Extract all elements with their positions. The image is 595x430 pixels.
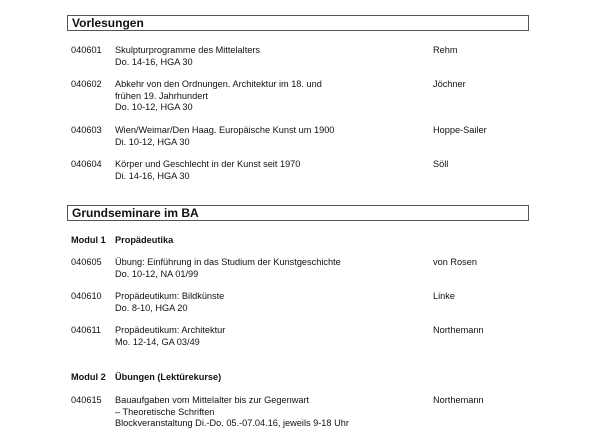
- course-title: Wien/Weimar/Den Haag. Europäische Kunst um 1900: [115, 125, 335, 135]
- course-code: 040601: [71, 45, 102, 55]
- course-code: 040602: [71, 79, 102, 89]
- section-heading-grundseminare: Grundseminare im BA: [67, 205, 529, 221]
- module-label: Modul 2: [71, 372, 106, 382]
- course-title: Bauaufgaben vom Mittelalter bis zur Gegenwart: [115, 395, 310, 405]
- course-title: Abkehr von den Ordnungen. Architektur im 18. und: [115, 79, 322, 89]
- course-schedule: Do. 10-12, NA 01/99: [115, 268, 199, 279]
- course-title: Übung: Einführung in das Studium der Kunstgeschichte: [115, 257, 341, 267]
- course-lecturer: von Rosen: [433, 257, 477, 267]
- course-lecturer: Rehm: [433, 45, 458, 55]
- module-label: Modul 1: [71, 235, 106, 245]
- course-schedule: Do. 8-10, HGA 20: [115, 302, 188, 313]
- course-schedule: Mo. 12-14, GA 03/49: [115, 336, 200, 347]
- course-lecturer: Jöchner: [433, 79, 466, 89]
- module-title: Übungen (Lektürekurse): [115, 372, 222, 382]
- course-schedule: Do. 14-16, HGA 30: [115, 56, 193, 67]
- course-code: 040615: [71, 395, 102, 405]
- course-schedule: Di. 10-12, HGA 30: [115, 136, 190, 147]
- course-lecturer: Northemann: [433, 325, 484, 335]
- course-title-line2: frühen 19. Jahrhundert: [115, 90, 208, 101]
- section-heading-vorlesungen: Vorlesungen: [67, 15, 529, 31]
- course-schedule: Do. 10-12, HGA 30: [115, 102, 193, 112]
- course-title: Körper und Geschlecht in der Kunst seit 1970: [115, 159, 301, 169]
- course-title-line2: – Theoretische Schriften: [115, 406, 215, 417]
- course-code: 040610: [71, 291, 102, 301]
- course-lecturer: Hoppe-Sailer: [433, 125, 487, 135]
- course-lecturer: Northemann: [433, 395, 484, 405]
- course-lecturer: Söll: [433, 159, 449, 169]
- course-title: Skulpturprogramme des Mittelalters: [115, 45, 261, 55]
- course-code: 040604: [71, 159, 102, 169]
- course-schedule: Di. 14-16, HGA 30: [115, 170, 190, 181]
- course-lecturer: Linke: [433, 291, 455, 301]
- course-code: 040611: [71, 325, 101, 335]
- module-title: Propädeutika: [115, 235, 174, 245]
- course-code: 040605: [71, 257, 102, 267]
- course-title: Propädeutikum: Bildkünste: [115, 291, 225, 301]
- course-code: 040603: [71, 125, 102, 135]
- course-schedule: Blockveranstaltung Di.-Do. 05.-07.04.16, jeweils 9-18 Uhr: [115, 418, 349, 428]
- course-title: Propädeutikum: Architektur: [115, 325, 226, 335]
